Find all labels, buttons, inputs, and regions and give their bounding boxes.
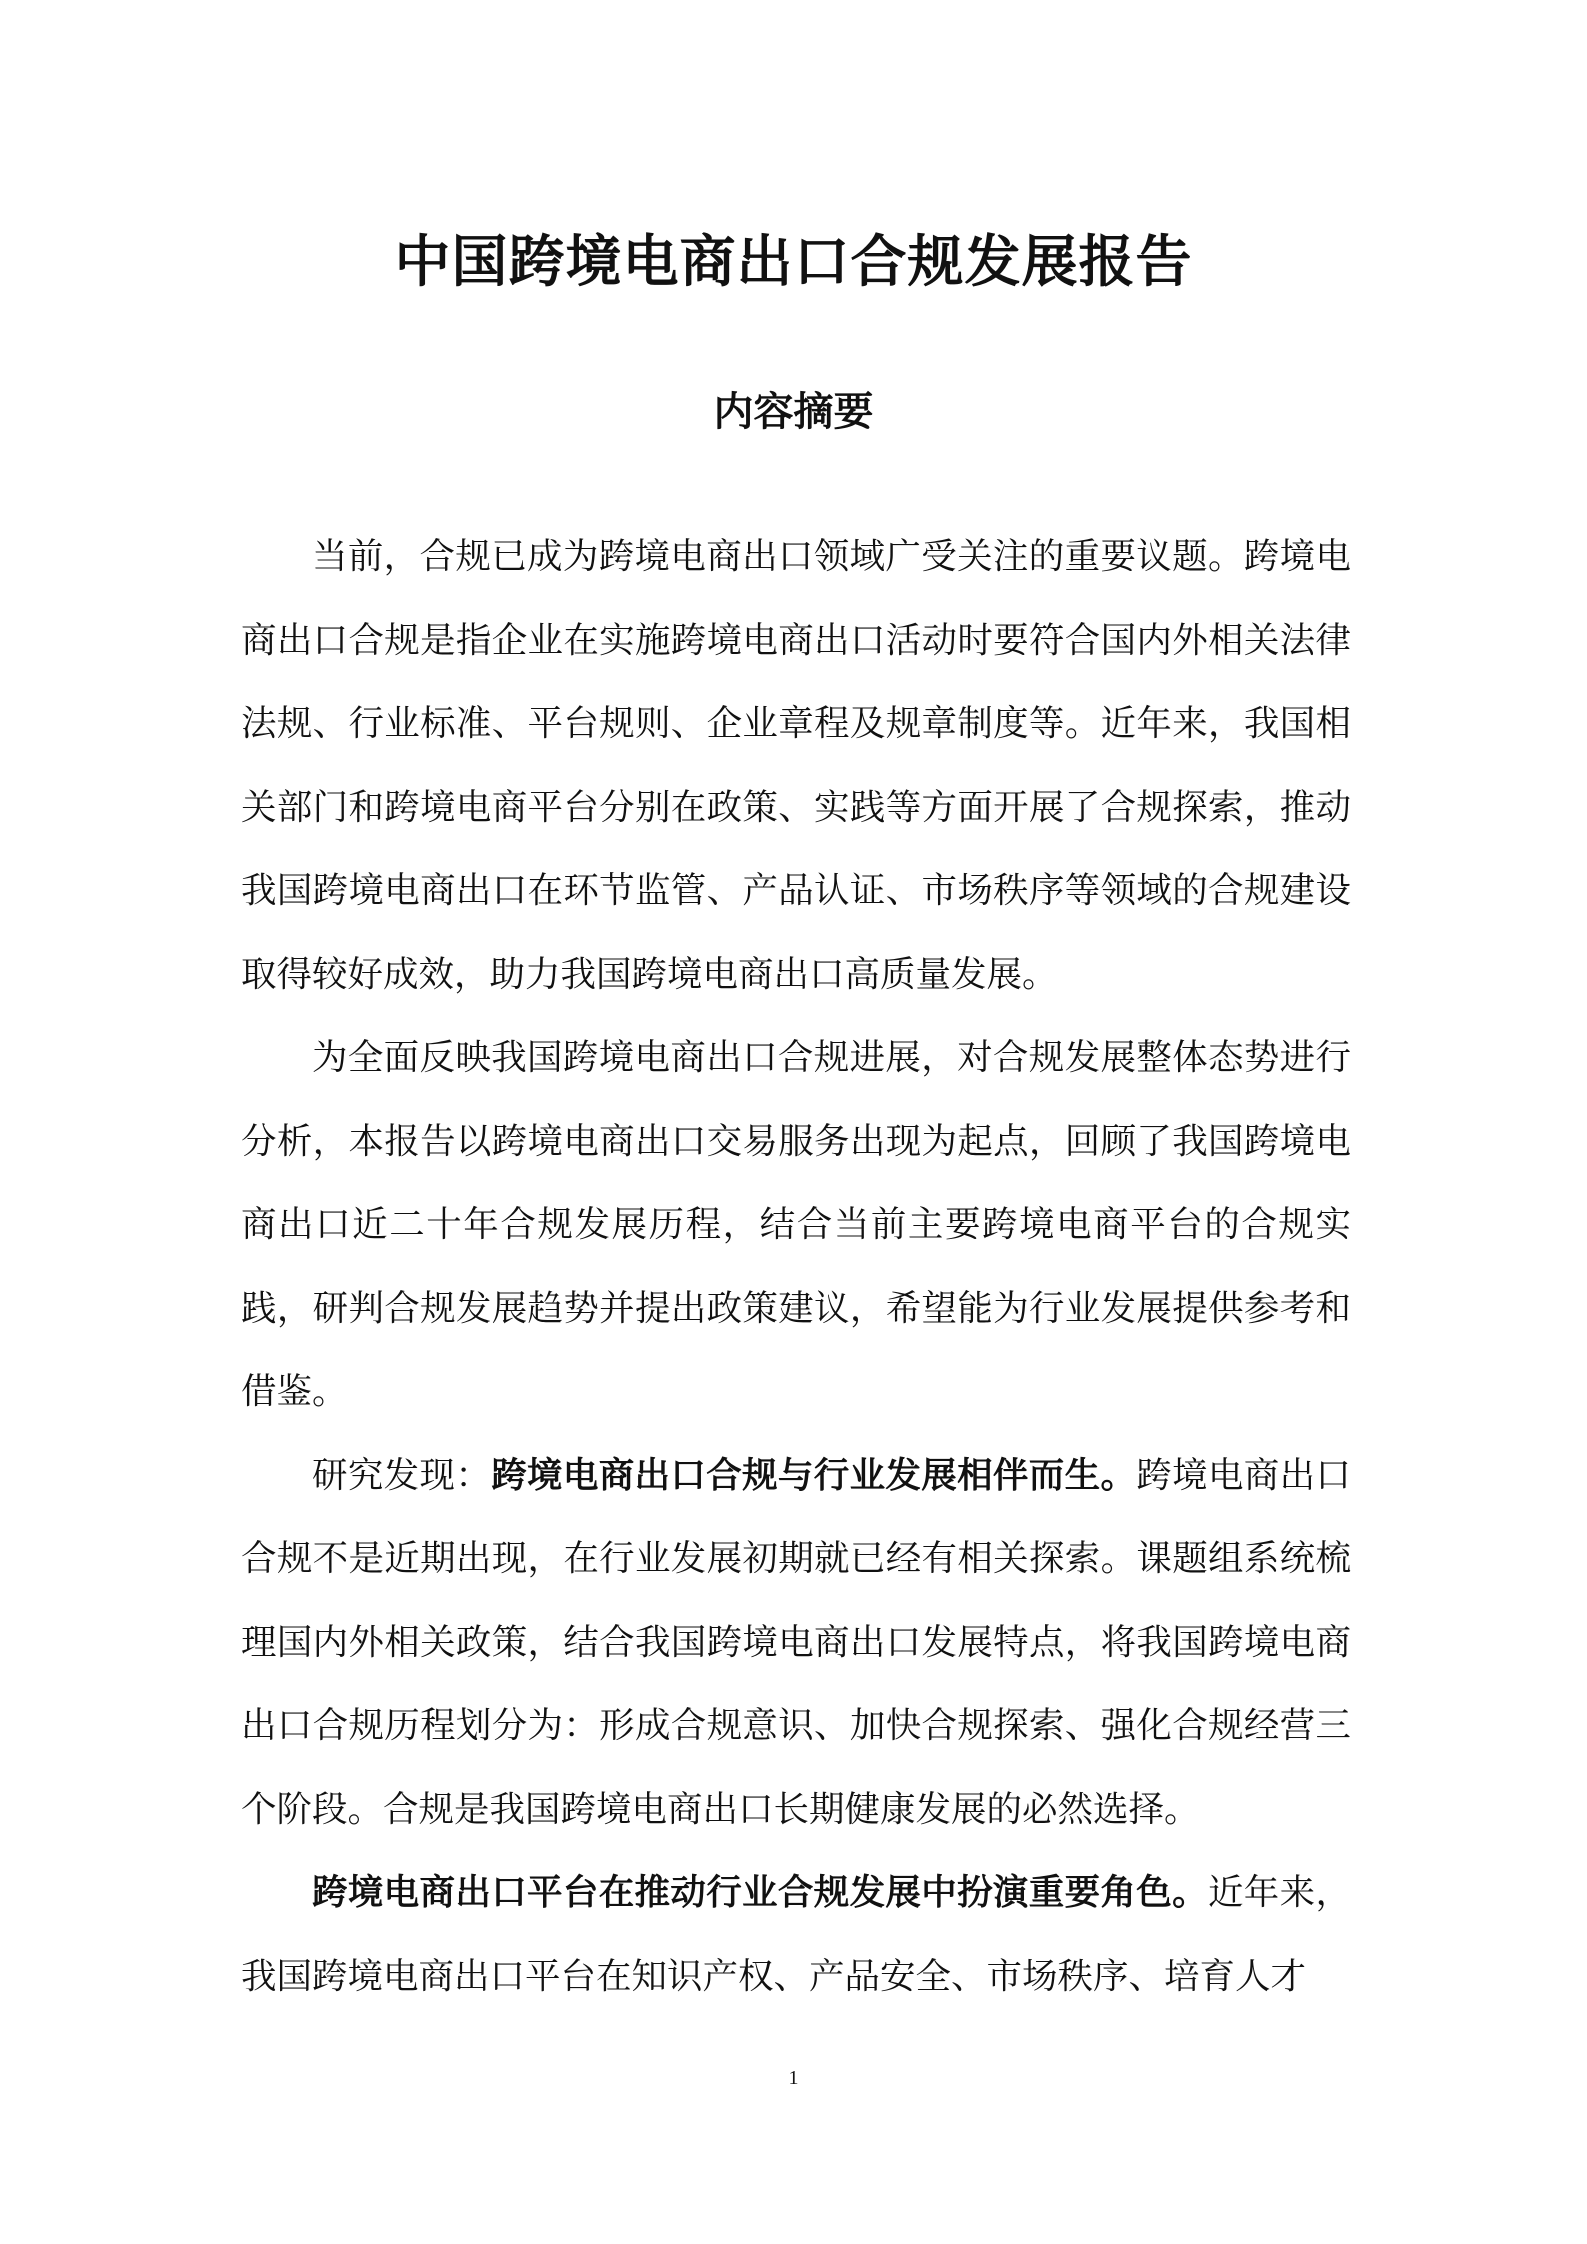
paragraph-lead: 研究发现： [312, 1454, 492, 1496]
paragraph-platform-role [241, 1851, 1351, 2018]
paragraph-bold-claim: 跨境电商出口平台在推动行业合规发展中扮演重要角色。 [312, 1872, 1208, 1913]
paragraph-research-findings [241, 1434, 1351, 1852]
paragraph-current-status [241, 515, 1351, 1016]
paragraph-text: 为全面反映我国跨境电商出口合规进展，对合规发展整体态势进行分析，本报告以跨境电商出口交易服务出现为起点，回顾了我国跨境电商出口近二十年合规发展历程，结合当前主要跨境电商平台的合规实践，研判合规发展趋势并提出政策建议，希望能为行业发展提供参考和借鉴。 [241, 1037, 1351, 1412]
paragraph-text: 近年来，我国跨境电商出口平台在知识产权、产品安全、市场秩序、培育人才 [241, 1872, 1351, 1997]
document-title: 中国跨境电商出口合规发展报告 [394, 229, 1193, 295]
paragraph-text: 跨境电商出口合规不是近期出现，在行业发展初期就已经有相关探索。课题组系统梳理国内外相关政策，结合我国跨境电商出口发展特点，将我国跨境电商出口合规历程划分为：形成合规意识、加快合规探索、强化合规经营三个阶段。合规是我国跨境电商出口长期健康发展的必然选择。 [241, 1454, 1351, 1830]
paragraph-text: 当前，合规已成为跨境电商出口领域广受关注的重要议题。跨境电商出口合规是指企业在实施跨境电商出口活动时要符合国内外相关法律法规、行业标准、平台规则、企业章程及规章制度等。近年来，我国相关部门和跨境电商平台分别在政策、实践等方面开展了合规探索，推动我国跨境电商出口在环节监管、产品认证、市场秩序等领域的合规建设取得较好成效，助力我国跨境电商出口高质量发展。 [241, 536, 1351, 995]
page-number: 1 [788, 2067, 799, 2089]
paragraph-report-purpose [241, 1016, 1351, 1434]
paragraph-bold-claim: 跨境电商出口合规与行业发展相伴而生。 [491, 1454, 1137, 1496]
section-heading-summary: 内容摘要 [713, 389, 874, 435]
summary-body [241, 515, 1351, 2018]
